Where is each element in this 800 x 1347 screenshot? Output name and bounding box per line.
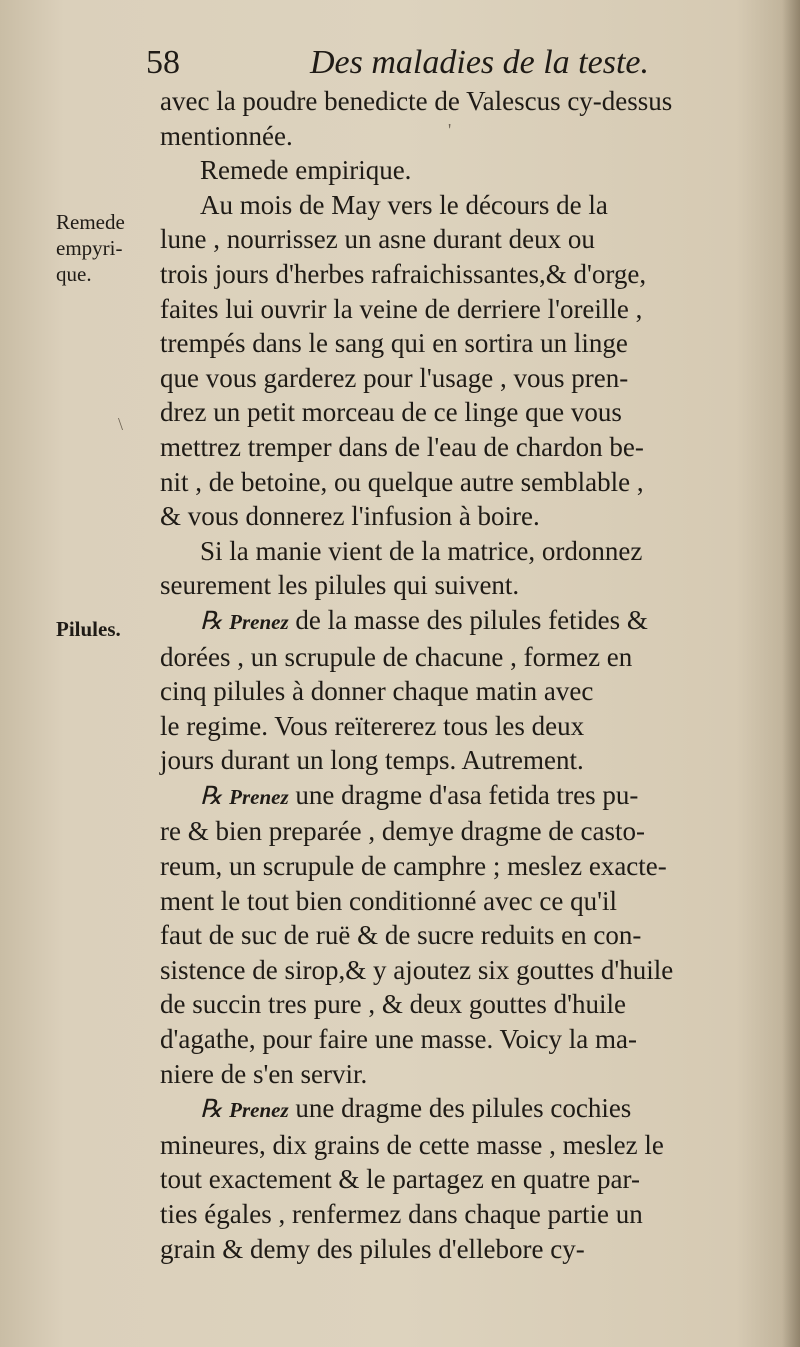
line-text: une dragme d'asa fetida tres pu- <box>295 779 639 810</box>
recipe-word: Prenez <box>229 784 289 809</box>
text-line <box>160 292 772 327</box>
line-text: drez un petit morceau de ce linge que vous <box>160 397 622 428</box>
text-line <box>160 465 772 500</box>
text-line <box>160 222 772 257</box>
line-text: jours durant un long temps. Autrement. <box>160 745 584 776</box>
text-line <box>160 568 772 603</box>
stray-mark: \ <box>118 414 124 434</box>
margin-note-remede <box>56 209 125 287</box>
text-line <box>160 884 772 919</box>
margin-note-remede-line: Remede <box>56 210 125 234</box>
recipe-word: Prenez <box>229 1098 289 1123</box>
line-text: faites lui ouvrir la veine de derriere l'oreille , <box>160 293 643 324</box>
text-line <box>160 188 772 223</box>
text-line <box>160 640 772 675</box>
text-line <box>160 1128 772 1163</box>
line-text: avec la poudre benedicte de Valescus cy-dessus <box>160 86 673 116</box>
line-text: sistence de sirop,& y ajoutez six gouttes d'huile <box>160 954 674 985</box>
line-text: cinq pilules à donner chaque matin avec <box>160 676 594 707</box>
text-line <box>160 1091 772 1128</box>
text-line <box>160 1232 772 1267</box>
margin-note-remede-line: que. <box>56 262 92 286</box>
page-gutter <box>782 0 800 1347</box>
line-text: trempés dans le sang qui en sortira un linge <box>160 328 628 359</box>
text-line <box>160 257 772 292</box>
line-text: re & bien preparée , demye dragme de casto- <box>160 816 646 847</box>
line-text: reum, un scrupule de camphre ; meslez exacte- <box>160 851 667 882</box>
margin-note-pilules: Pilules. <box>56 617 121 641</box>
line-text: dorées , un scrupule de chacune , formez en <box>160 641 633 672</box>
line-text: mettrez tremper dans de l'eau de chardon be- <box>160 431 644 462</box>
text-line <box>160 84 772 119</box>
line-text: Remede empirique. <box>200 155 412 186</box>
text-line <box>160 1022 772 1057</box>
recipe-symbol-icon: ℞ <box>200 782 223 810</box>
line-text: une dragme des pilules cochies <box>295 1093 632 1124</box>
line-text: le regime. Vous reïtererez tous les deux <box>160 710 585 741</box>
line-text: Si la manie vient de la matrice, ordonnez <box>200 535 643 566</box>
line-text: tout exactement & le partagez en quatre par- <box>160 1164 640 1195</box>
line-text: de succin tres pure , & deux gouttes d'huile <box>160 989 627 1020</box>
line-text: de la masse des pilules fetides & <box>295 604 648 635</box>
line-text: mineures, dix grains de cette masse , meslez le <box>160 1129 664 1160</box>
line-text: trois jours d'herbes rafraichissantes,& d'orge, <box>160 258 647 289</box>
text-line <box>160 534 772 569</box>
recipe-word: Prenez <box>229 609 289 634</box>
line-text: grain & demy des pilules d'ellebore cy- <box>160 1233 585 1264</box>
text-line <box>160 709 772 744</box>
text-line <box>160 953 772 988</box>
text-line <box>160 743 772 778</box>
text-line <box>160 674 772 709</box>
line-text: mentionnée. <box>160 120 293 151</box>
text-line <box>160 987 772 1022</box>
line-text: Au mois de May vers le décours de la <box>200 189 608 220</box>
line-text: nit , de betoine, ou quelque autre semblable , <box>160 466 644 497</box>
text-line <box>160 326 772 361</box>
text-line <box>160 430 772 465</box>
section-heading <box>160 153 772 188</box>
margin-note-remede-line: empyri- <box>56 236 123 260</box>
text-line <box>160 849 772 884</box>
recipe-symbol-icon: ℞ <box>200 607 223 635</box>
text-line <box>160 1197 772 1232</box>
line-text: faut de suc de ruë & de sucre reduits en con- <box>160 920 642 951</box>
line-text: niere de s'en servir. <box>160 1058 368 1089</box>
text-line <box>160 1162 772 1197</box>
line-text: ties égales , renfermez dans chaque partie un <box>160 1199 643 1229</box>
running-title: Des maladies de la teste. <box>310 44 649 81</box>
text-line <box>160 395 772 430</box>
text-line <box>160 361 772 396</box>
text-line <box>160 119 772 154</box>
text-line <box>160 1057 772 1092</box>
line-text: ment le tout bien conditionné avec ce qu'il <box>160 885 617 916</box>
line-text: & vous donnerez l'infusion à boire. <box>160 501 540 532</box>
page-number: 58 <box>146 44 180 81</box>
line-text: d'agathe, pour faire une masse. Voicy la ma- <box>160 1024 637 1055</box>
line-text: que vous garderez pour l'usage , vous pren- <box>160 362 629 393</box>
text-line <box>160 918 772 953</box>
text-line <box>160 499 772 534</box>
line-text: seurement les pilules qui suivent. <box>160 570 520 601</box>
line-text: lune , nourrissez un asne durant deux ou <box>160 224 595 255</box>
main-text-block <box>160 84 772 1266</box>
text-line <box>160 603 772 640</box>
text-line <box>160 814 772 849</box>
text-line <box>160 778 772 815</box>
recipe-symbol-icon: ℞ <box>200 1096 223 1124</box>
stray-mark: ' <box>448 120 452 140</box>
